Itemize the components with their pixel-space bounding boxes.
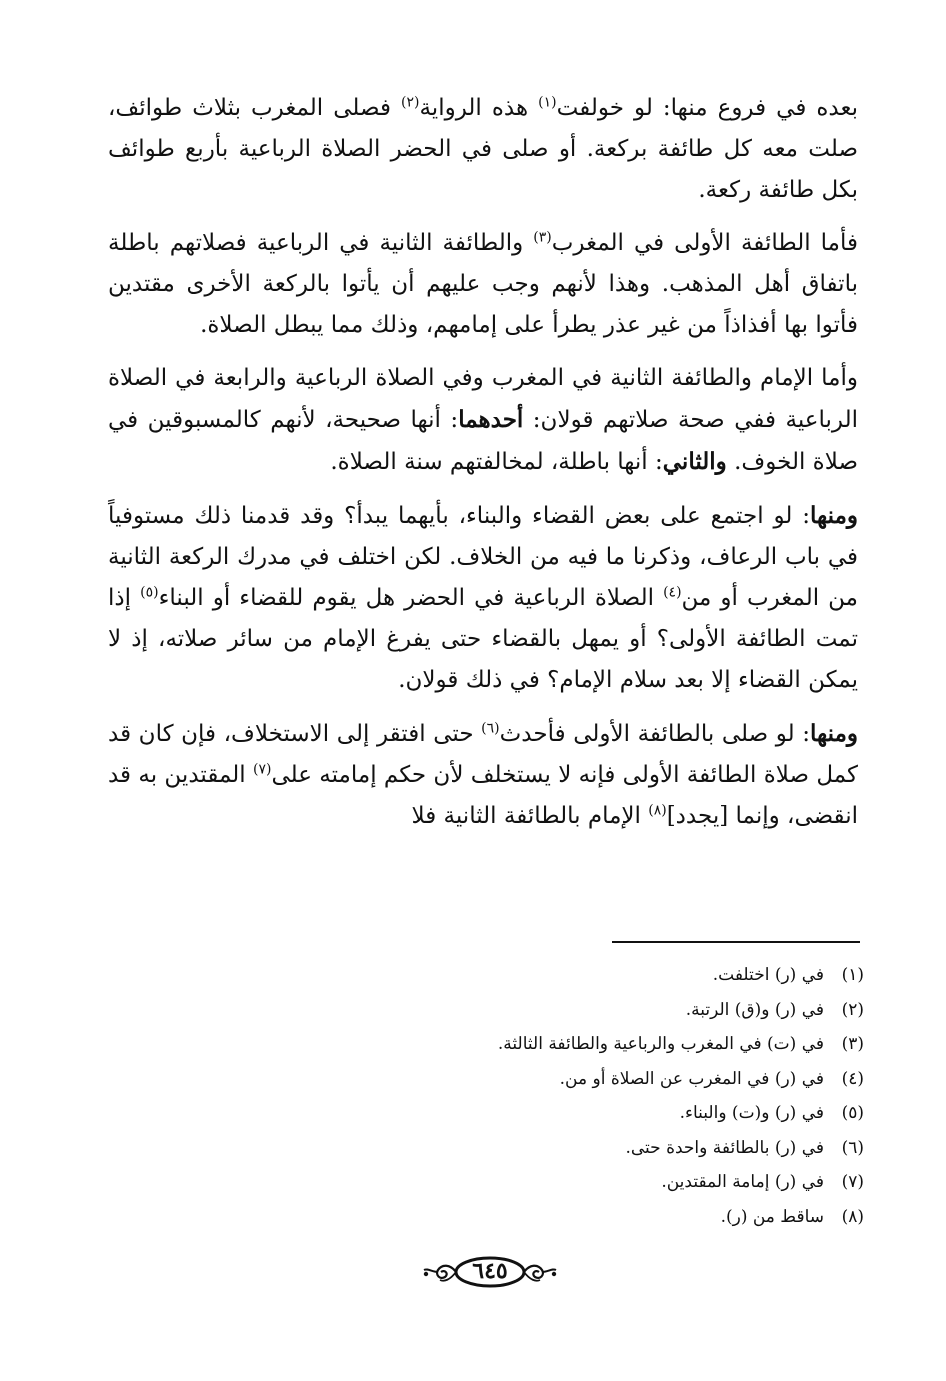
footnote-separator — [612, 941, 860, 943]
text-run: الإمام بالطائفة الثانية فلا — [411, 803, 649, 829]
footnote-item — [164, 1096, 864, 1131]
footnote-number: (٦) — [841, 1137, 864, 1158]
text-run: فصلى المغرب بثلاث طوائف، صلت معه كل طائفة بركعة. أو صلى في الحضر الصلاة الرباعية بأربع طوائف بكل طائفة ركعة. — [108, 95, 858, 203]
text-run: : لو صلى بالطائفة الأولى فأحدث — [499, 721, 811, 747]
footnote-number: (٤) — [841, 1068, 864, 1089]
footnote-marker: (١) — [538, 94, 557, 111]
footnote-marker: (٣) — [533, 229, 552, 246]
footnote-item — [164, 1027, 864, 1062]
footnote-item — [164, 1200, 864, 1235]
footnote-number: (٧) — [841, 1172, 864, 1192]
text-run: هذه الرواية — [419, 95, 539, 121]
footnote-number: (٨) — [841, 1206, 864, 1227]
paragraph — [108, 223, 858, 346]
footnote-marker: (٦) — [481, 720, 500, 737]
text-run: : أنها صحيحة، لأنهم كالمسبوقين في صلاة الخوف. — [108, 407, 858, 475]
footnote-text: في (ر) و(ت) والبناء. — [679, 1103, 824, 1123]
main-text — [108, 88, 858, 849]
footnote-number: (١) — [841, 965, 864, 985]
text-run: المقتدين به قد انقضى، وإنما [يجدد] — [107, 762, 858, 829]
paragraph — [108, 495, 858, 701]
paragraph — [108, 713, 858, 837]
footnote-text: في (ر) بالطائفة واحدة حتى. — [625, 1137, 824, 1158]
footnote-number: (٢) — [841, 999, 864, 1020]
footnote-marker: (٥) — [140, 584, 159, 601]
text-run: حتى افتقر إلى الاستخلاف، فإن كان قد كمل صلاة الطائفة الأولى فإنه لا يستخلف لأن حكم إمامته على — [108, 721, 858, 788]
text-run: إذا تمت الطائفة الأولى؟ أو يمهل بالقضاء حتى يفرغ الإمام من سائر صلاته، إذ لا يمكن القضاء إلا بعد سلام الإمام؟ في ذلك قولان. — [108, 585, 858, 693]
page-number: ٦٤٥ — [472, 1258, 508, 1284]
bold-lead-word: ومنها — [810, 502, 858, 529]
footnote-item — [164, 1062, 864, 1097]
text-run: بعده في فروع منها: لو خولفت — [556, 95, 858, 121]
footnote-marker: (٤) — [663, 584, 682, 601]
footnote-marker: (٢) — [401, 94, 420, 111]
footnote-item — [164, 993, 864, 1028]
footnote-number: (٣) — [841, 1034, 864, 1054]
text-run: وأما الإمام والطائفة الثانية في المغرب وفي الصلاة الرباعية والرابعة في الصلاة الرباعية ففي صحة صلاتهم قولان: — [108, 365, 858, 433]
footnote-text: في (ر) إمامة المقتدين. — [661, 1172, 824, 1192]
footnote-item — [164, 1131, 864, 1166]
bold-lead-word: والثاني — [662, 448, 727, 475]
footnote-item — [164, 1165, 864, 1200]
text-run: : أنها باطلة، لمخالفتهم سنة الصلاة. — [330, 449, 663, 475]
bold-lead-word: ومنها — [810, 720, 859, 747]
footnote-item — [164, 958, 864, 993]
footnote-marker: (٨) — [648, 802, 667, 819]
footnote-number: (٥) — [841, 1103, 864, 1123]
text-run: الصلاة الرباعية في الحضر هل يقوم للقضاء أو البناء — [158, 585, 664, 611]
page-number-ornament — [420, 1250, 560, 1294]
footnote-text: في (ر) اختلفت. — [712, 965, 824, 985]
footnote-text: ساقط من (ر). — [720, 1206, 824, 1227]
paragraph — [108, 358, 858, 483]
bold-lead-word: أحدهما — [458, 406, 524, 433]
paragraph — [108, 88, 858, 211]
footnotes-list — [164, 958, 864, 1234]
footnote-text: في (ر) و(ق) الرتبة. — [685, 999, 824, 1020]
footnote-text: في (ر) في المغرب عن الصلاة أو من. — [559, 1068, 824, 1089]
footnote-marker: (٧) — [252, 761, 272, 778]
text-run: : لو اجتمع على بعض القضاء والبناء، بأيهما يبدأ؟ وقد قدمنا ذلك مستوفياً في باب الرعاف، وذكرنا ما فيه من الخلاف. لكن اختلف في مدرك الركعة الثانية من المغرب أو من — [108, 503, 858, 611]
text-run: والطائفة الثانية في الرباعية فصلاتهم باطلة باتفاق أهل المذهب. وهذا لأنهم وجب عليهم أن يأتوا بالركعة الأخرى مقتدين فأتوا بها أفذاذاً من غير عذر يطرأ على إمامهم، وذلك مما يبطل الصلاة. — [108, 230, 858, 338]
footnote-text: في (ت) في المغرب والرباعية والطائفة الثالثة. — [497, 1034, 824, 1054]
text-run: فأما الطائفة الأولى في المغرب — [551, 230, 858, 256]
